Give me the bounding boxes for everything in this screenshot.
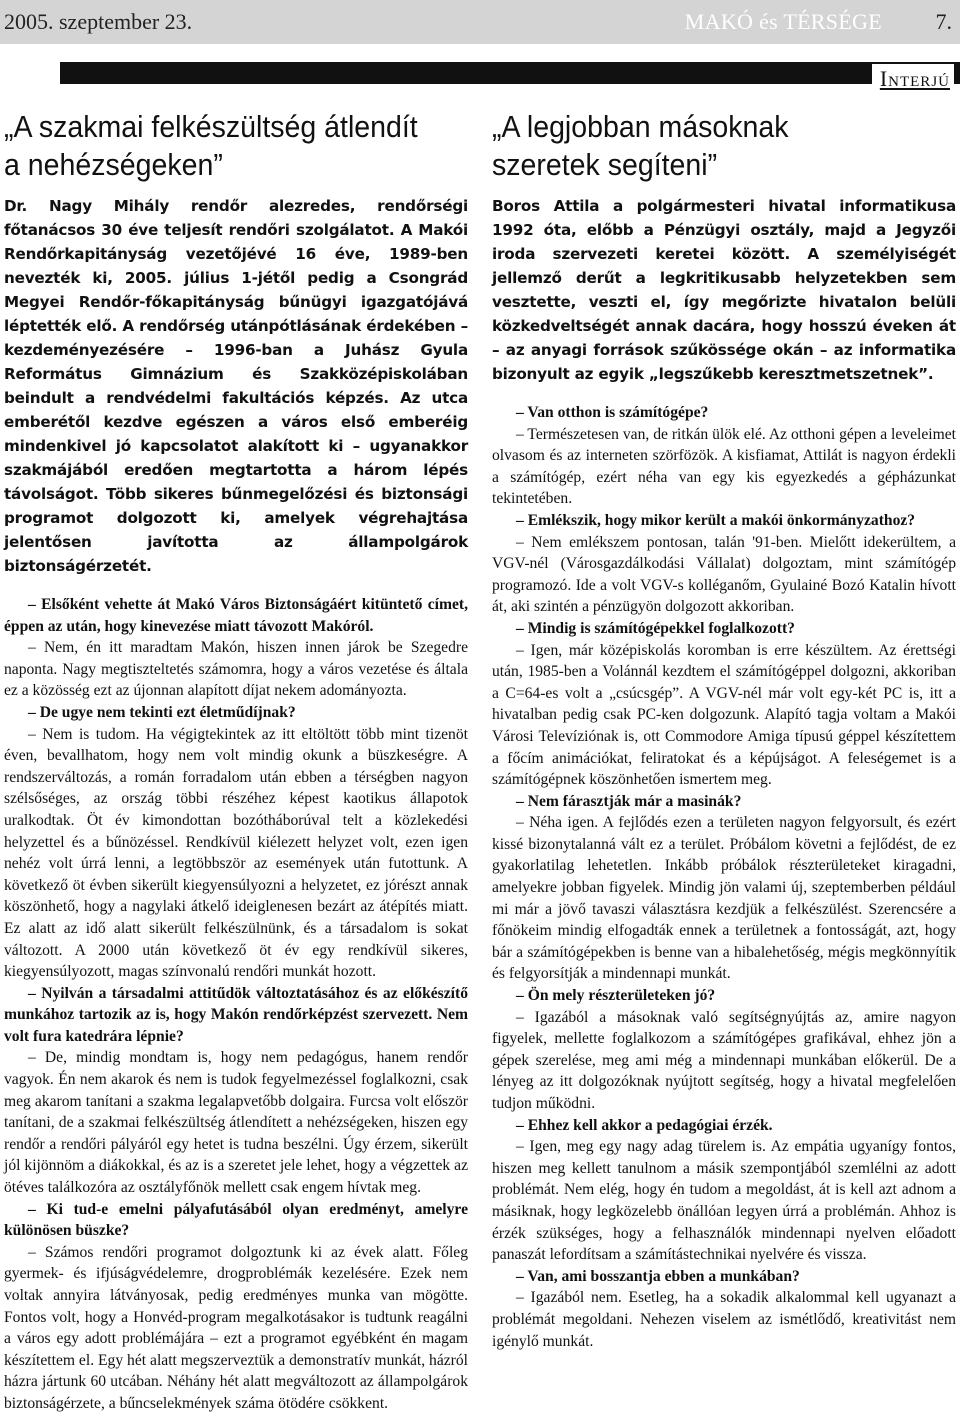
interview-question: – Emlékszik, hogy mikor került a makói önkormányzathoz? xyxy=(516,511,916,529)
right-article-title xyxy=(492,108,919,184)
left-article xyxy=(4,108,468,1415)
interview-question: – Van, ami bosszantja ebben a munkában? xyxy=(516,1267,800,1285)
interview-answer: – Igen, már középiskolás koromban is erre készültem. Az érettségi után, 1985-ben a Volánnál kezdtem el számítógéppel dolgozni, akkoriban a C=64-es volt a „csúcsgép”. A VGV-nél már volt egy-két PC is, itt a hivatalban pedig csak PC-ken dolgozunk. Alapító tagja voltam a Makói Városi Televíziónak is, ott Commodore Amiga típusú géppel készítettem a főcím animációkat, feliratokat és a képújságot. A feleségemet is a számítógépnek köszönhetően ismertem meg. xyxy=(492,641,956,789)
right-title-line2: szeretek segíteni” xyxy=(492,147,718,182)
interview-answer: – Igazából nem. Esetleg, ha a sokadik alkalommal kell ugyanazt a problémát megoldani. Nehezen viselem az ismétlődő, kreativitást nem igénylő munkát. xyxy=(492,1289,956,1350)
issue-date: 2005. szeptember 23. xyxy=(4,9,193,34)
page-header xyxy=(0,0,960,44)
interview-question: – Ön mely részterületeken jó? xyxy=(516,987,716,1005)
interview-question: – Van otthon is számítógépe? xyxy=(516,404,709,421)
interview-question: – De ugye nem tekinti ezt életműdíjnak? xyxy=(28,703,296,721)
interview-question: – Mindig is számítógépekkel foglalkozott? xyxy=(516,619,795,637)
interview-answer: – Nem is tudom. Ha végigtekintek az itt eltöltött több mint tizenöt éven, bevallhatom, hogy nem volt mindig okunk a büszkeségre. A rendszerváltozás, a román forradalom után ebben a térségben nagyon szélsőséges, az ország többi részéhez képest kaotikus állapotok uralkodtak. Öt év kimondottan bozótháborúval telt a közlekedési helyzettel és a bűnözéssel. Rendkívül kiélezett helyzet volt, ezen igen nehéz volt úrrá lenni, a legtöbbször az események után futottunk. A következő öt évben sikerült kiegyensúlyozni a helyzetet, ez jórészt annak köszönhető, hogy a nagylaki átkelő ideiglenesen bezárt az átépítés miatt. Ez alatt az idő alatt sikerült felkészülnünk, és a társadalom is sokat változott. A 2000 után következő öt év egy rendkívül sikeres, kiegyensúlyozott, magas színvonalú rendőri munkát hozott. xyxy=(4,725,468,981)
interview-question: – Nem fárasztják már a masinák? xyxy=(516,792,742,810)
interview-answer: – Igen, meg egy nagy adag türelem is. Az empátia ugyanígy fontos, hiszen meg kellett tanulnom a másik szempontjából szemlélni az adott problémát. Nem elég, hogy én tudom a megoldást, át is kell azt adnom a másiknak, hogy legközelebb önállóan legyen úrrá a problémán. Ahhoz is érzék szükséges, hogy a felhasználók mindennapi nyelven előadott panaszát lefordítsam a számítástechnikai nyelvére és vissza. xyxy=(492,1138,956,1264)
interview-answer: – Számos rendőri programot dolgoztunk ki az évek alatt. Főleg gyermek- és ifjúságvédelemre, drogproblémák kezelésére. Ezek nem voltak annyira látványosak, pedig eredményes munka van mögötte. Fontos volt, hogy a Honvéd-program megalkotásakor is tudtunk reagálni a város egy adott problémájára – ezt a programot egyébként én magam készítettem el. Egy hét alatt megszerveztük a demonstratív munkát, házról házra jártunk 60 utcában. Néhány hét alatt megváltozott az állampolgárok biztonságérzete, a bűncselekmények száma ötödére csökkent. xyxy=(4,1243,468,1412)
interview-answer: – Nem emlékszem pontosan, talán '91-ben. Mielőtt idekerültem, a VGV-nél (Városgazdálkodási Vállalat) dolgoztam, mint számítógép programozó. Ide a volt VGV-s kolléganőm, Gyulainé Bozó Katalin hívott át, aki szintén a pénzügyön dolgozott akkoriban. xyxy=(492,533,956,616)
right-article xyxy=(492,108,956,1352)
right-title-line1: „A legjobban másoknak xyxy=(492,109,789,144)
interview-question: – Ki tud-e emelni pályafutásából olyan eredményt, amelyre különösen büszke? xyxy=(4,1200,468,1240)
left-title-line2: a nehézségeken” xyxy=(4,147,223,182)
newspaper-name: MAKÓ és TÉRSÉGE xyxy=(684,9,882,34)
interview-answer: – Igazából a másoknak való segítségnyújtás az, amire nagyon figyelek, mellette foglalkozom a számítógépes grafikával, ehhez jön a gépek szerelése, meg ami még a mindennapi munkában előkerül. De a lényeg az itt dolgozóknak nyújtott segítség, hogy a hivatal megfelelően tudjon működni. xyxy=(492,1008,956,1112)
section-rule xyxy=(60,62,960,84)
left-article-lead: Dr. Nagy Mihály rendőr alezredes, rendőrségi főtanácsos 30 éve teljesít rendőri szolgálatot. A Makói Rendőrkapitányság vezetőjévé 16 éve, 1989-ben nevezték ki, 2005. július 1-jétől pedig a Csongrád Megyei Rendőr-főkapitányság bűnügyi igazgatójává léptették elő. A rendőrség utánpótlásának érdekében – kezdeményezésére – 1996-ban a Juhász Gyula Református Gimnázium és Szakközépiskolában beindult a rendvédelmi fakultációs képzés. Az utca emberétől kezdve egészen a város első emberéig mindenkivel jó kapcsolatot alakított ki – ugyanakkor szakmájából eredően megtartotta a három lépés távolságot. Több sikeres bűnmegelőzési és biztonsági programot dolgozott ki, amelyek végrehajtása jelentősen javította az állampolgárok biztonságérzetét. xyxy=(4,197,468,575)
section-label: Interjú xyxy=(872,64,954,92)
interview-answer: – Természetesen van, de ritkán ülök elé. Az otthoni gépen a leveleimet olvasom és az interneten szörfözök. A kisfiamat, Attilát is nagyon érdekli a számítógép, ezért néha van egy kis egyezkedés a gépházunkat tekintetében. xyxy=(492,425,956,508)
right-article-lead: Boros Attila a polgármesteri hivatal informatikusa 1992 óta, előbb a Pénzügyi osztály, majd a Jegyzői iroda szervezeti keretei között. A személyiségét jellemző derűt a legkritikusabb helyzetekben sem vesztette, veszti el, így megőrizte hivatalon belüli közkedveltségét annak dacára, hogy hosszú éveken át – az anyagi források szűkössége okán – az informatika bizonyult az egyik „legszűkebb keresztmetszetnek”. xyxy=(492,197,956,383)
left-title-line1: „A szakmai felkészültség átlendít xyxy=(4,109,418,144)
interview-question: – Ehhez kell akkor a pedagógiai érzék. xyxy=(516,1116,773,1134)
left-article-title xyxy=(4,108,431,184)
interview-answer: – De, mindig mondtam is, hogy nem pedagógus, hanem rendőr vagyok. Én nem akarok és nem is tudok fegyelmezéssel foglalkozni, csak meg akarom tanítani a szakma legalapvetőbb dolgaira. Furcsa volt először tanítani, de a szakmai felkészültség átlendített a nehézségeken, hiszen egy rendőr a rendőri pályáról egy hetet is tudna beszélni. Úgy érzem, sikerült jól kijönnöm a diákokkal, és az is a szeretet jele lehet, hogy a végzettek az ötéves találkozóra az osztályfőnök mellett csak engem hívtak meg. xyxy=(4,1049,468,1197)
page-number: 7. xyxy=(935,9,952,34)
interview-question: – Elsőként vehette át Makó Város Biztonságáért kitüntető címet, éppen az után, hogy kinevezése miatt távozott Makóról. xyxy=(4,596,468,635)
interview-question: – Nyilván a társadalmi attitűdök változtatásához és az előkészítő munkához tartozik az is, hogy Makón rendőrképzést szervezett. Nem volt fura katedrára lépnie? xyxy=(4,984,468,1045)
interview-answer: – Nem, én itt maradtam Makón, hiszen innen járok be Szegedre naponta. Nagy megtiszteltetés számomra, hogy a város vezetése és általa ez a közösség ezt az újonnan alapított díjat nekem adományozta. xyxy=(4,639,468,700)
right-article-body xyxy=(492,402,956,1352)
left-article-body xyxy=(4,594,468,1415)
interview-answer: – Néha igen. A fejlődés ezen a területen nagyon felgyorsult, és ezért kissé bizonytalanná vált ez a terület. Próbálom követni a fejlődést, de ez gyakorlatilag lehetetlen. Inkább próbálok részterületeket kiragadni, amelyekre jobban figyelek. Mindig jön valami új, szeptemberben például mi már a jövő tavaszi választásra kezdjük a felkészülést. Szerencsére a főnökeim mindig elfogadták ennek a területnek a fontosságát, azt, hogy bár a számítógépekben is benne van a hibalehetőség, mégis megkönnyítik és felgyorsítják a mindennapi munkát. xyxy=(492,814,956,983)
